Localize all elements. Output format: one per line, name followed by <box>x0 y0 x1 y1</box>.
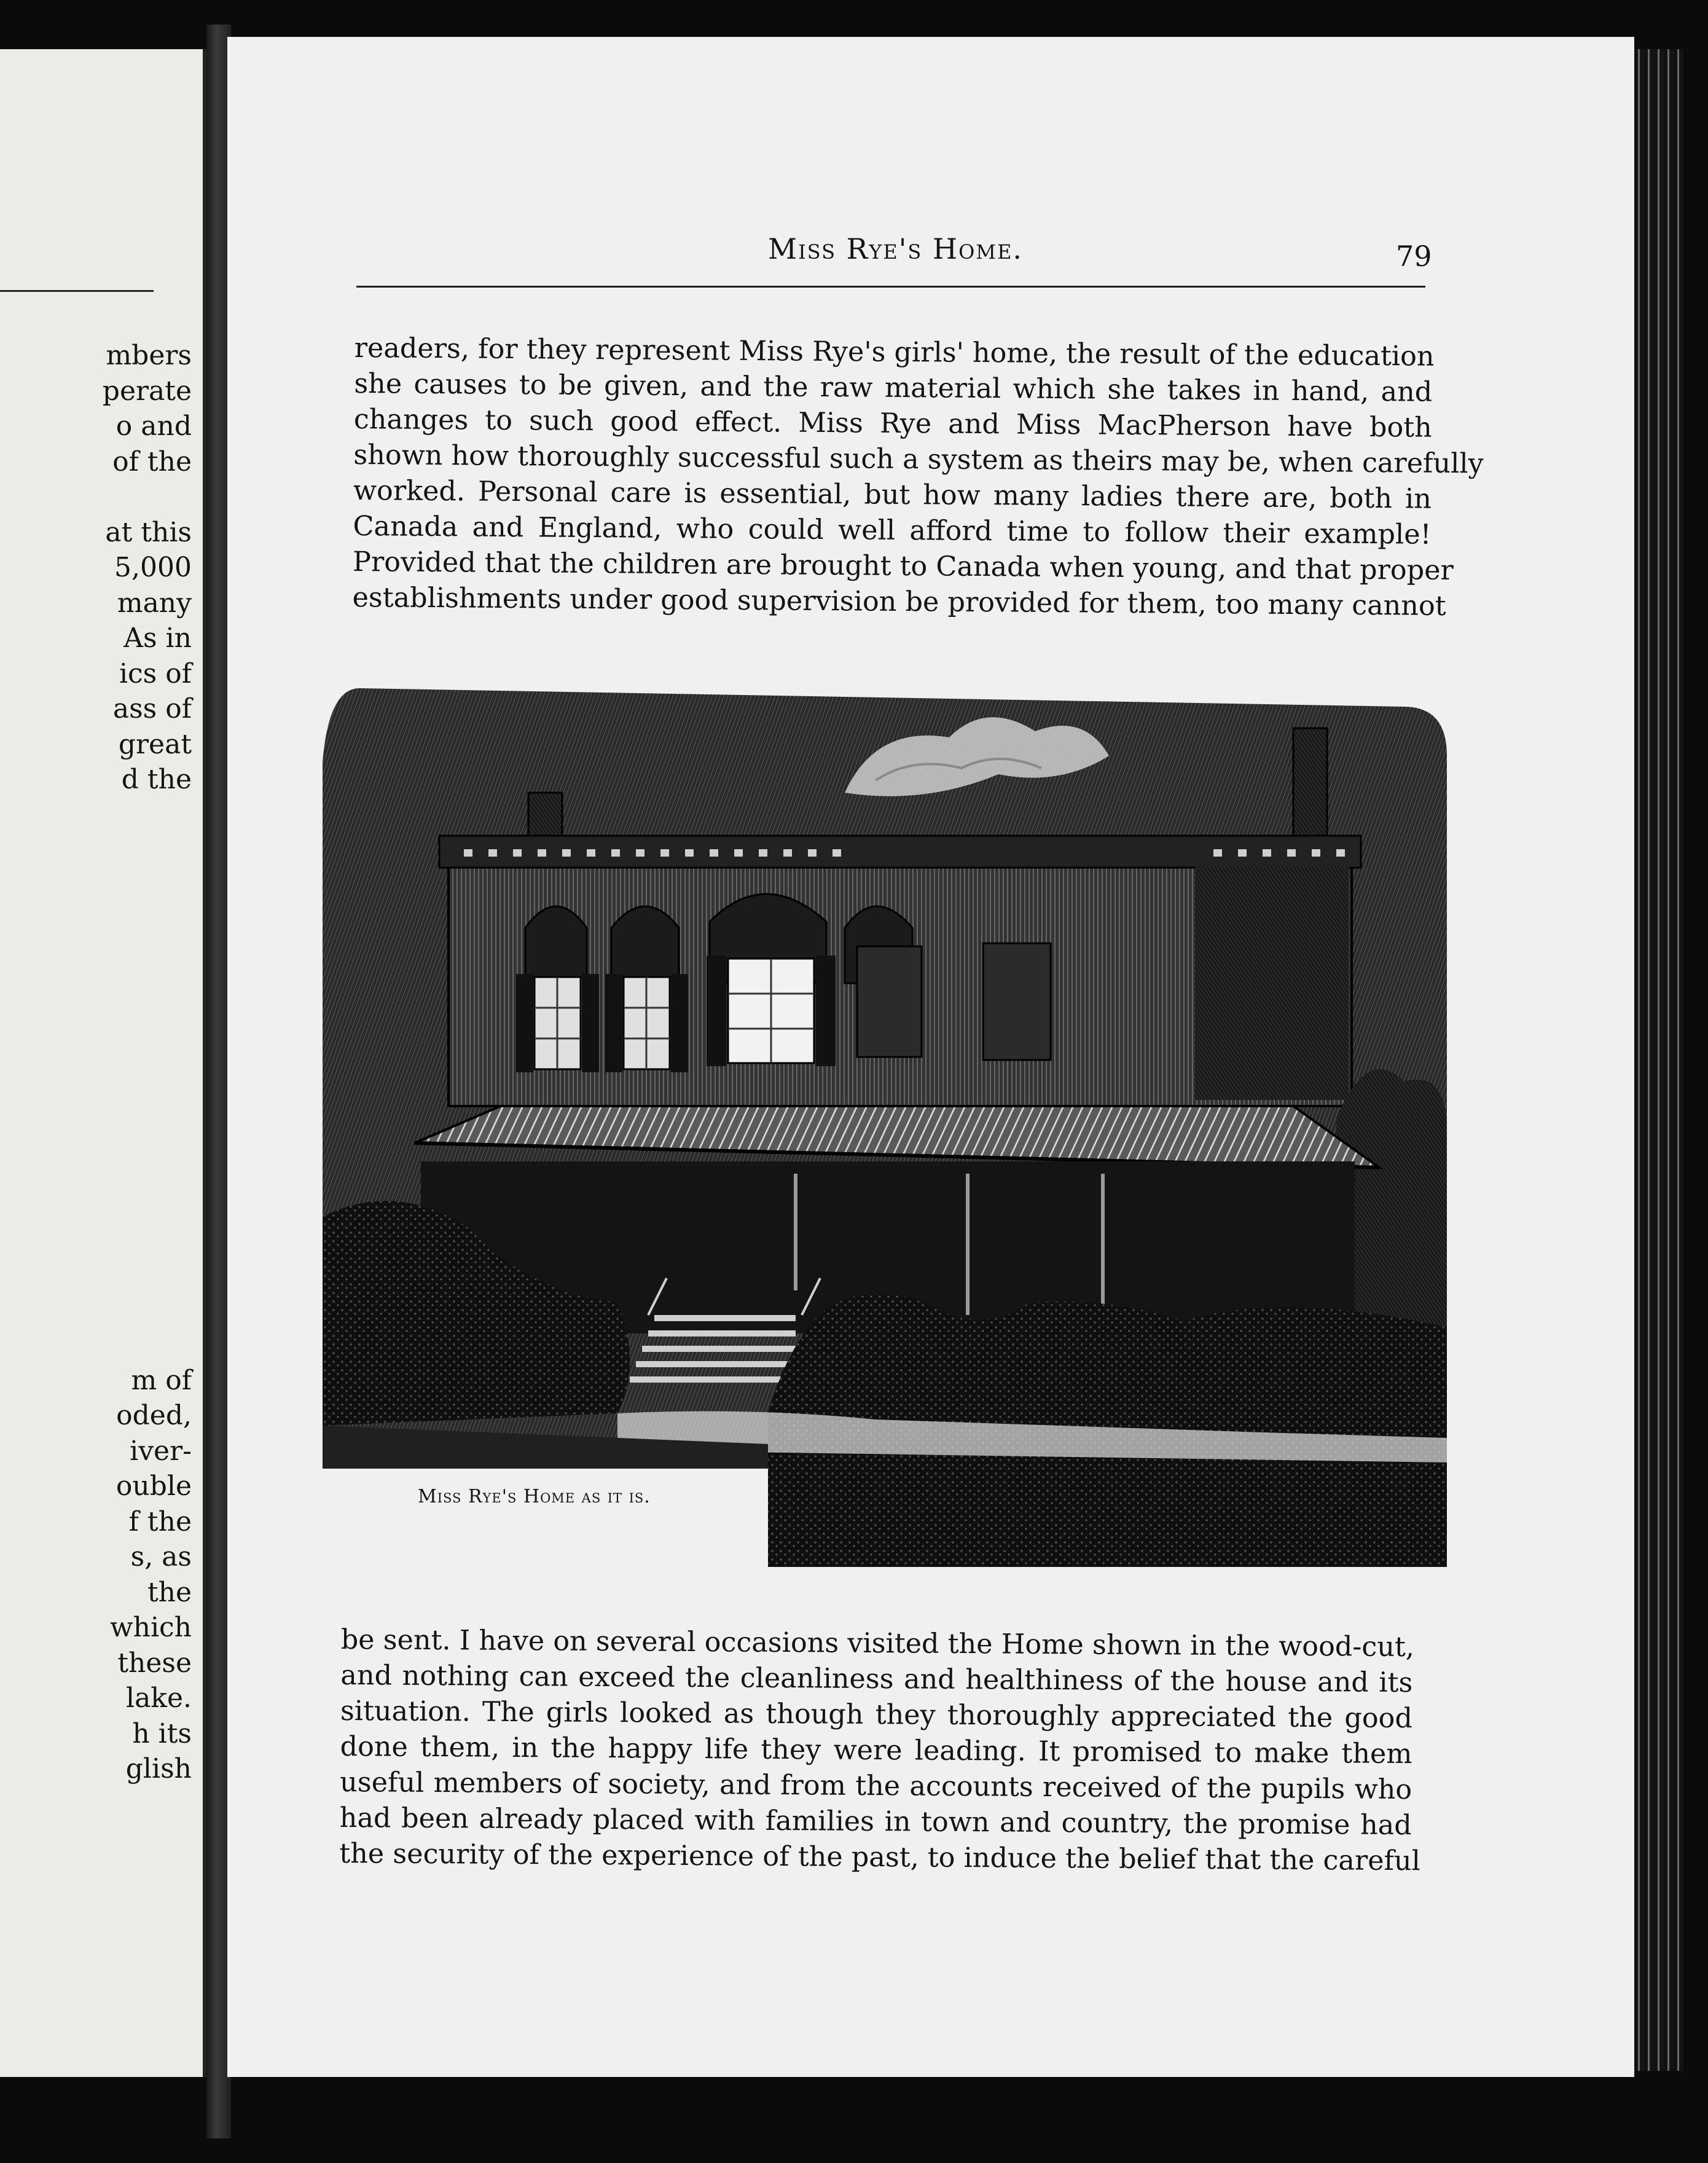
text-line: changes to such good effect. Miss Rye and Miss MacPherson have both <box>353 403 1433 444</box>
text-line: be sent. I have on several occasions visited the Home shown in the wood-cut, <box>340 1624 1415 1663</box>
text-line: and nothing can exceed the cleanliness and healthiness of the house and its <box>340 1659 1413 1699</box>
left-page-fragment: these <box>117 1647 192 1679</box>
left-page-fragment: which <box>109 1612 192 1643</box>
left-page-fragment: many <box>117 587 192 619</box>
left-page-fragment: lake. <box>126 1682 192 1714</box>
text-line: situation. The girls looked as though they thoroughly appreciated the good <box>340 1695 1413 1735</box>
paragraph-1 <box>352 331 1484 624</box>
text-line: shown how thoroughly successful such a system as theirs may be, when carefully <box>353 439 1484 480</box>
left-page-fragment: h its <box>132 1717 192 1749</box>
paragraph-2 <box>339 1622 1421 1879</box>
book-page <box>227 37 1634 2077</box>
house-engraving-image <box>323 688 1447 1567</box>
text-line: Provided that the children are brought to Canada when young, and that proper <box>352 546 1454 587</box>
house-engraving <box>323 688 1447 1567</box>
left-page-fragment: great <box>118 728 192 760</box>
text-line: Canada and England, who could well afford time to follow their example! <box>353 510 1432 551</box>
text-line: readers, for they represent Miss Rye's girls' home, the result of the education <box>354 332 1435 372</box>
text-line: establishments under good supervision be provided for them, too many cannot <box>352 581 1446 622</box>
left-facing-page <box>0 49 206 2077</box>
left-page-fragment: o and <box>116 410 192 442</box>
left-page-fragment: of the <box>112 446 192 477</box>
left-page-head-rule <box>0 290 154 292</box>
left-page-fragment: ass of <box>112 693 192 724</box>
left-page-fragment: mbers <box>106 340 192 371</box>
left-page-fragment: d the <box>121 764 192 795</box>
text-line: worked. Personal care is essential, but how many ladies there are, both in <box>353 474 1432 515</box>
header-rule <box>356 286 1425 288</box>
text-line: useful members of society, and from the accounts received of the pupils who <box>340 1766 1412 1806</box>
left-page-fragment: ics of <box>119 658 192 689</box>
text-line: done them, in the happy life they were leading. It promised to make them <box>340 1730 1412 1770</box>
left-page-fragment: at this <box>105 516 192 548</box>
left-page-fragment: glish <box>125 1753 192 1784</box>
text-line: she causes to be given, and the raw material which she takes in hand, and <box>354 367 1433 408</box>
left-page-fragment: iver- <box>130 1435 192 1467</box>
illustration-caption: Miss Rye's Home as it is. <box>418 1486 651 1507</box>
text-line: had been already placed with families in town and country, the promise had <box>339 1802 1412 1842</box>
left-page-fragment: perate <box>102 375 192 407</box>
left-page-fragment: oded, <box>116 1400 192 1431</box>
left-page-fragment: f the <box>128 1505 192 1537</box>
left-page-fragment: the <box>147 1576 192 1608</box>
text-line: the security of the experience of the past, to induce the belief that the careful <box>339 1837 1421 1877</box>
left-page-fragment: 5,000 <box>114 552 192 583</box>
running-head: Miss Rye's Home. <box>768 232 1024 265</box>
left-page-fragment: As in <box>123 622 192 654</box>
page-number: 79 <box>1396 240 1432 273</box>
page-edges <box>1634 49 1683 2071</box>
left-page-fragment: s, as <box>130 1541 192 1572</box>
left-page-fragment: ouble <box>116 1470 192 1502</box>
left-page-fragment: m of <box>131 1364 192 1396</box>
